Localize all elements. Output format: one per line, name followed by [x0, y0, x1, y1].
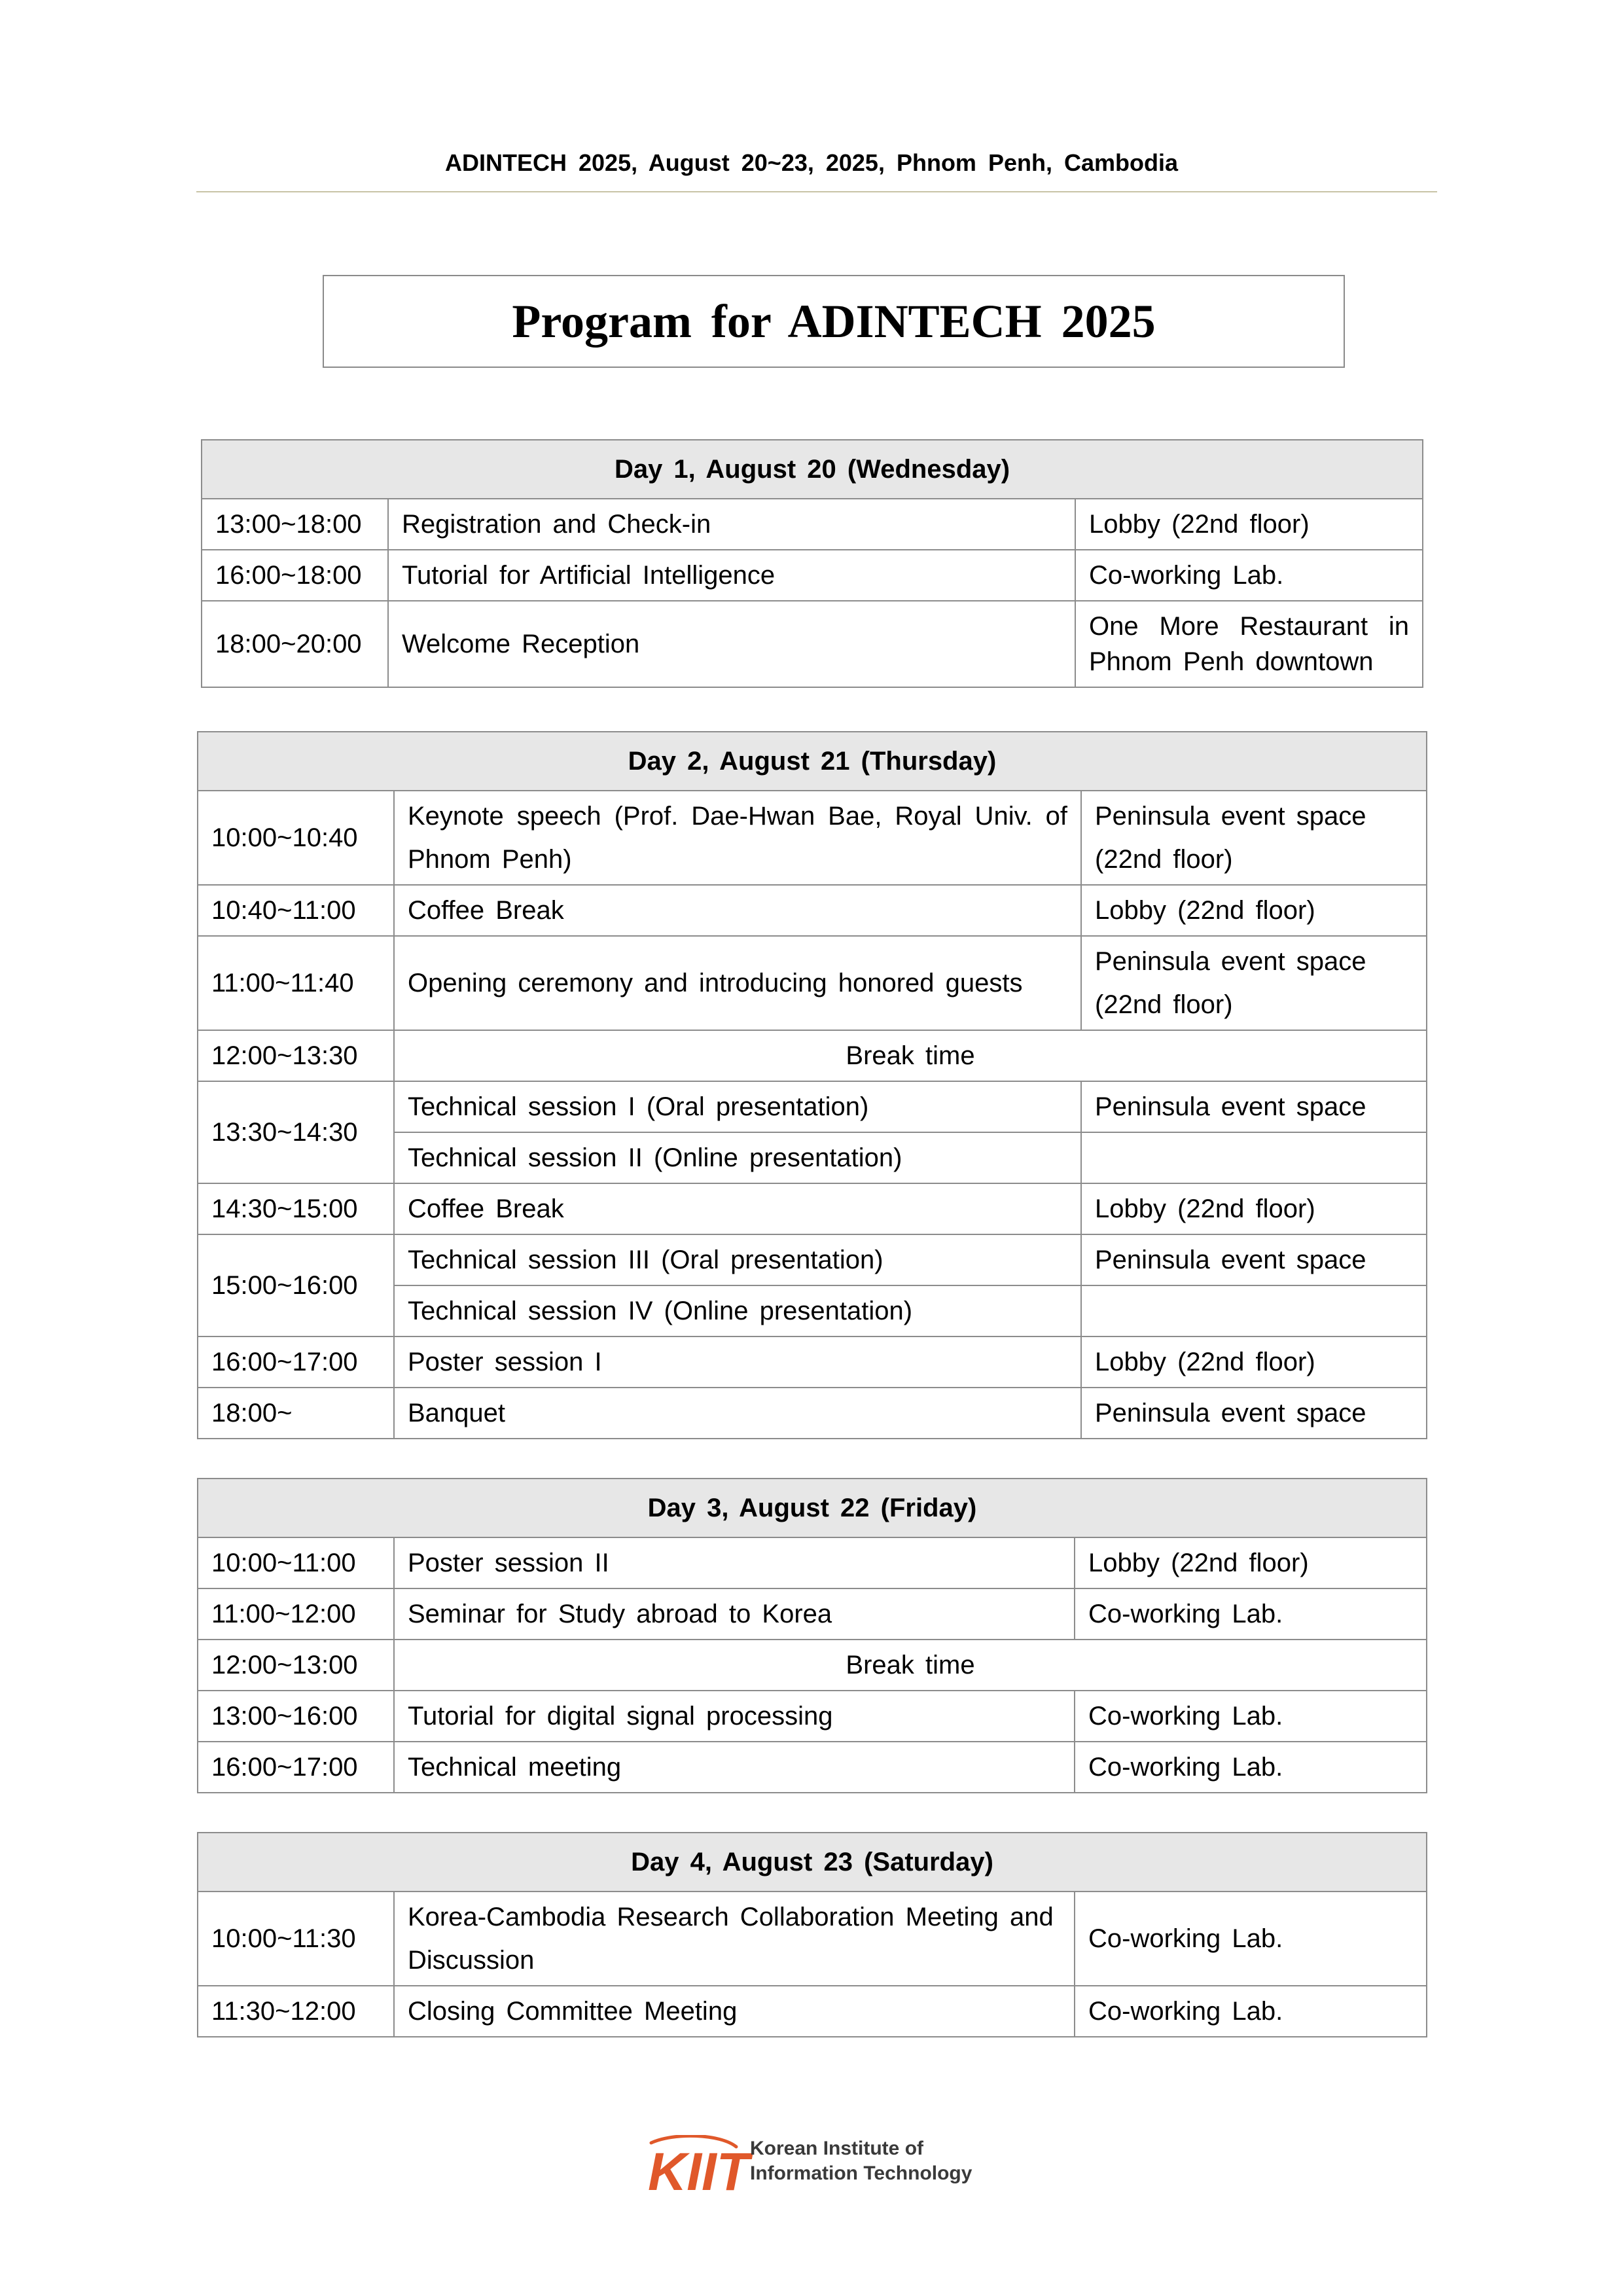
table-row — [202, 550, 1423, 601]
table-row — [198, 1742, 1427, 1793]
day-4-table — [197, 1832, 1427, 2037]
day-heading: Day 4, August 23 (Saturday) — [198, 1833, 1427, 1892]
table-row — [198, 1183, 1427, 1234]
table-row — [198, 1388, 1427, 1439]
table-row — [198, 1640, 1427, 1691]
time-cell: 10:00~11:00 — [198, 1537, 394, 1588]
table-row — [198, 1234, 1427, 1285]
table-row — [198, 791, 1427, 885]
day-heading: Day 1, August 20 (Wednesday) — [202, 440, 1423, 499]
event-cell: Poster session I — [394, 1336, 1081, 1388]
time-cell: 13:00~16:00 — [198, 1691, 394, 1742]
event-cell: Tutorial for Artificial Intelligence — [388, 550, 1075, 601]
time-cell: 11:00~12:00 — [198, 1588, 394, 1640]
table-row — [198, 936, 1427, 1030]
venue-cell: Lobby (22nd floor) — [1081, 1183, 1427, 1234]
event-cell: Welcome Reception — [388, 601, 1075, 687]
event-cell: Technical session II (Online presentation) — [394, 1132, 1081, 1183]
time-cell: 10:00~10:40 — [198, 791, 394, 885]
event-cell: Coffee Break — [394, 885, 1081, 936]
table-row — [198, 1986, 1427, 2037]
table-row — [202, 601, 1423, 687]
table-row — [198, 1081, 1427, 1132]
venue-cell: Lobby (22nd floor) — [1081, 1336, 1427, 1388]
table-row — [198, 1892, 1427, 1986]
event-cell: Keynote speech (Prof. Dae-Hwan Bae, Royal Univ. of Phnom Penh) — [394, 791, 1081, 885]
table-row — [198, 1588, 1427, 1640]
venue-cell: Co-working Lab. — [1075, 1892, 1427, 1986]
running-header: ADINTECH 2025, August 20~23, 2025, Phnom Penh, Cambodia — [445, 149, 1178, 176]
venue-cell — [1081, 1285, 1427, 1336]
venue-cell: Co-working Lab. — [1075, 1986, 1427, 2037]
page-title: Program for ADINTECH 2025 — [323, 275, 1345, 368]
time-cell: 18:00~20:00 — [202, 601, 388, 687]
time-cell: 13:00~18:00 — [202, 499, 388, 550]
time-cell: 16:00~18:00 — [202, 550, 388, 601]
venue-cell: Lobby (22nd floor) — [1075, 1537, 1427, 1588]
time-cell: 11:00~11:40 — [198, 936, 394, 1030]
event-cell: Technical meeting — [394, 1742, 1075, 1793]
day-heading: Day 2, August 21 (Thursday) — [198, 732, 1427, 791]
table-row — [198, 1030, 1427, 1081]
venue-cell: Peninsula event space (22nd floor) — [1081, 936, 1427, 1030]
day-2-table — [197, 731, 1427, 1439]
time-cell: 10:00~11:30 — [198, 1892, 394, 1986]
venue-cell: Peninsula event space — [1081, 1234, 1427, 1285]
time-cell: 16:00~17:00 — [198, 1742, 394, 1793]
time-cell: 14:30~15:00 — [198, 1183, 394, 1234]
venue-cell: One More Restaurant in Phnom Penh downtown — [1075, 601, 1423, 687]
event-cell: Korea-Cambodia Research Collaboration Meeting and Discussion — [394, 1892, 1075, 1986]
event-cell: Technical session III (Oral presentation) — [394, 1234, 1081, 1285]
event-cell: Technical session IV (Online presentation) — [394, 1285, 1081, 1336]
event-cell: Banquet — [394, 1388, 1081, 1439]
header-divider — [196, 191, 1437, 192]
day-heading: Day 3, August 22 (Friday) — [198, 1479, 1427, 1537]
venue-cell: Lobby (22nd floor) — [1081, 885, 1427, 936]
venue-cell: Co-working Lab. — [1075, 1742, 1427, 1793]
table-row — [198, 1691, 1427, 1742]
table-row — [198, 885, 1427, 936]
event-cell: Registration and Check-in — [388, 499, 1075, 550]
day-3-table — [197, 1478, 1427, 1793]
event-cell: Coffee Break — [394, 1183, 1081, 1234]
logo-mark: KIIT — [648, 2142, 749, 2194]
time-cell: 13:30~14:30 — [198, 1081, 394, 1183]
venue-cell: Co-working Lab. — [1075, 1588, 1427, 1640]
event-cell: Break time — [394, 1640, 1427, 1691]
time-cell: 18:00~ — [198, 1388, 394, 1439]
time-cell: 12:00~13:00 — [198, 1640, 394, 1691]
event-cell: Tutorial for digital signal processing — [394, 1691, 1075, 1742]
time-cell: 11:30~12:00 — [198, 1986, 394, 2037]
day-1-table — [201, 439, 1423, 688]
event-cell: Break time — [394, 1030, 1427, 1081]
time-cell: 16:00~17:00 — [198, 1336, 394, 1388]
table-row — [198, 1336, 1427, 1388]
event-cell: Poster session II — [394, 1537, 1075, 1588]
venue-cell: Lobby (22nd floor) — [1075, 499, 1423, 550]
event-cell: Closing Committee Meeting — [394, 1986, 1075, 2037]
venue-cell: Co-working Lab. — [1075, 550, 1423, 601]
table-row — [202, 499, 1423, 550]
time-cell: 15:00~16:00 — [198, 1234, 394, 1336]
time-cell: 12:00~13:30 — [198, 1030, 394, 1081]
venue-cell: Co-working Lab. — [1075, 1691, 1427, 1742]
venue-cell: Peninsula event space — [1081, 1081, 1427, 1132]
event-cell: Seminar for Study abroad to Korea — [394, 1588, 1075, 1640]
venue-cell — [1081, 1132, 1427, 1183]
event-cell: Opening ceremony and introducing honored guests — [394, 936, 1081, 1030]
org-line-2: Information Technology — [750, 2162, 972, 2184]
time-cell: 10:40~11:00 — [198, 885, 394, 936]
org-line-1: Korean Institute of — [750, 2138, 924, 2159]
organization-name — [750, 2136, 972, 2186]
venue-cell: Peninsula event space (22nd floor) — [1081, 791, 1427, 885]
venue-cell: Peninsula event space — [1081, 1388, 1427, 1439]
event-cell: Technical session I (Oral presentation) — [394, 1081, 1081, 1132]
table-row — [198, 1537, 1427, 1588]
